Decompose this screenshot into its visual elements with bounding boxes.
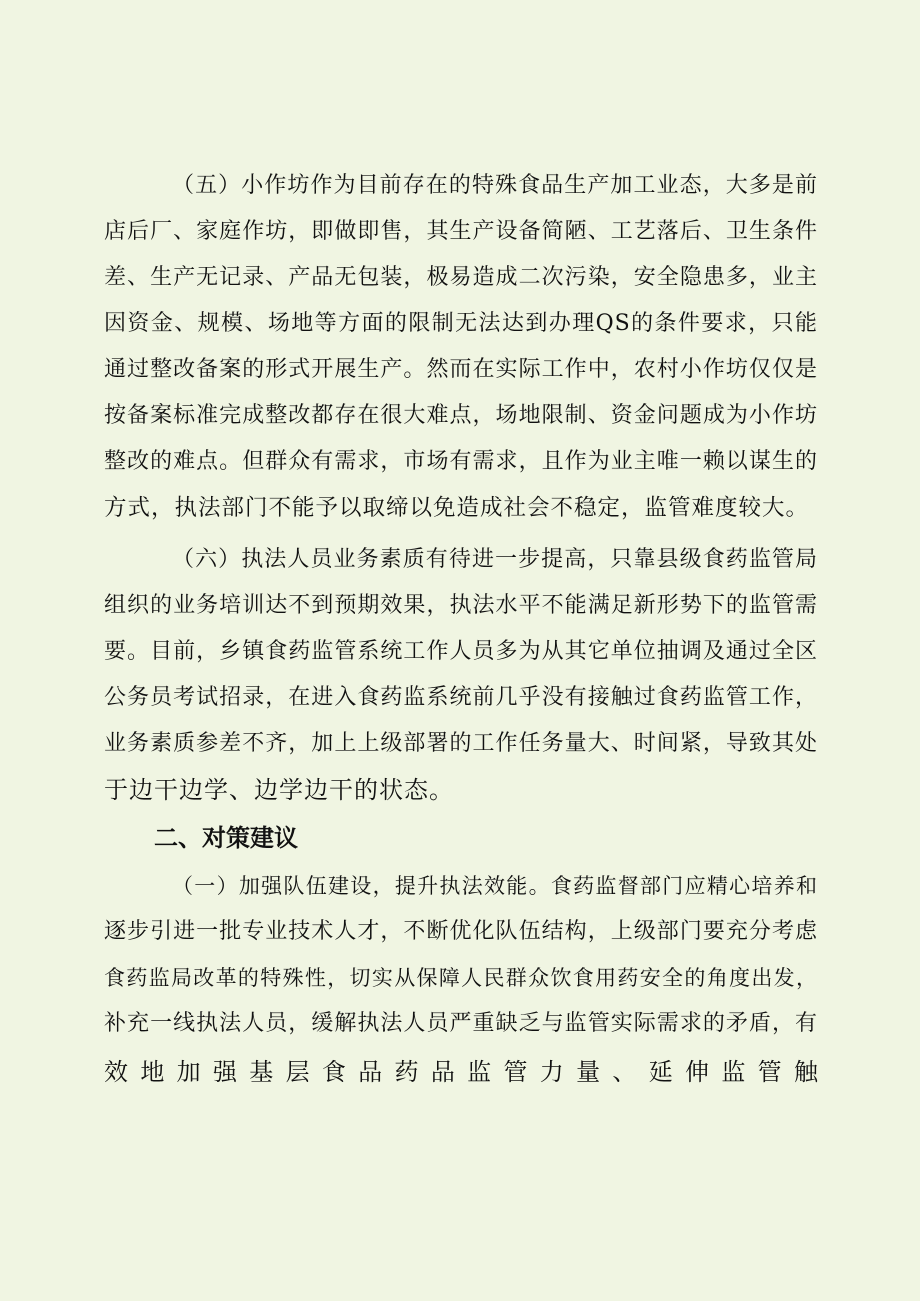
paragraph-c1-line: 逐步引进一批专业技术人才，不断优化队伍结构，上级部门要充分考虑 [104,919,818,944]
paragraph-6-line: 要。目前，乡镇食药监管系统工作人员多为从其它单位抽调及通过全区 [104,639,818,664]
paragraph-6-line: 公务员考试招录，在进入食药监系统前几乎没有接触过食药监管工作， [104,685,818,710]
paragraph-6-line: 于边干边学、边学边干的状态。 [104,776,454,804]
paragraph-5-line: 整改的难点。但群众有需求，市场有需求，且作为业主唯一赖以谋生的 [104,449,818,474]
paragraph-5-line: 按备案标准完成整改都存在很大难点，场地限制、资金问题成为小作坊 [104,403,818,428]
document-page [104,0,818,1301]
paragraph-6-line: 组织的业务培训达不到预期效果，执法水平不能满足新形势下的监管需 [104,593,818,618]
paragraph-5-line: 因资金、规模、场地等方面的限制无法达到办理QS的条件要求，只能 [104,311,818,336]
paragraph-5-line: 店后厂、家庭作坊，即做即售，其生产设备简陋、工艺落后、卫生条件 [104,219,818,244]
paragraph-5-line: （五）小作坊作为目前存在的特殊食品生产加工业态，大多是前 [172,173,818,198]
paragraph-c1-line: 食药监局改革的特殊性，切实从保障人民群众饮食用药安全的角度出发， [104,966,818,990]
paragraph-5-line: 方式，执法部门不能予以取缔以免造成社会不稳定，监管难度较大。 [104,495,810,521]
paragraph-5-line: 差、生产无记录、产品无包装，极易造成二次污染，安全隐患多，业主 [104,265,818,290]
paragraph-c1-line: 补充一线执法人员，缓解执法人员严重缺乏与监管实际需求的矛盾，有 [104,1011,818,1036]
paragraph-c1-line: 效地加强基层食品药品监管力量、延伸监管触 [104,1058,818,1086]
paragraph-c1-line: （一）加强队伍建设，提升执法效能。食药监督部门应精心培养和 [172,874,818,898]
paragraph-6-line: 业务素质参差不齐，加上上级部署的工作任务量大、时间紧，导致其处 [104,731,818,756]
paragraph-5-line: 通过整改备案的形式开展生产。然而在实际工作中，农村小作坊仅仅是 [104,357,818,382]
section-heading: 二、对策建议 [154,824,298,852]
paragraph-6-line: （六）执法人员业务素质有待进一步提高，只靠县级食药监管局 [172,547,818,572]
